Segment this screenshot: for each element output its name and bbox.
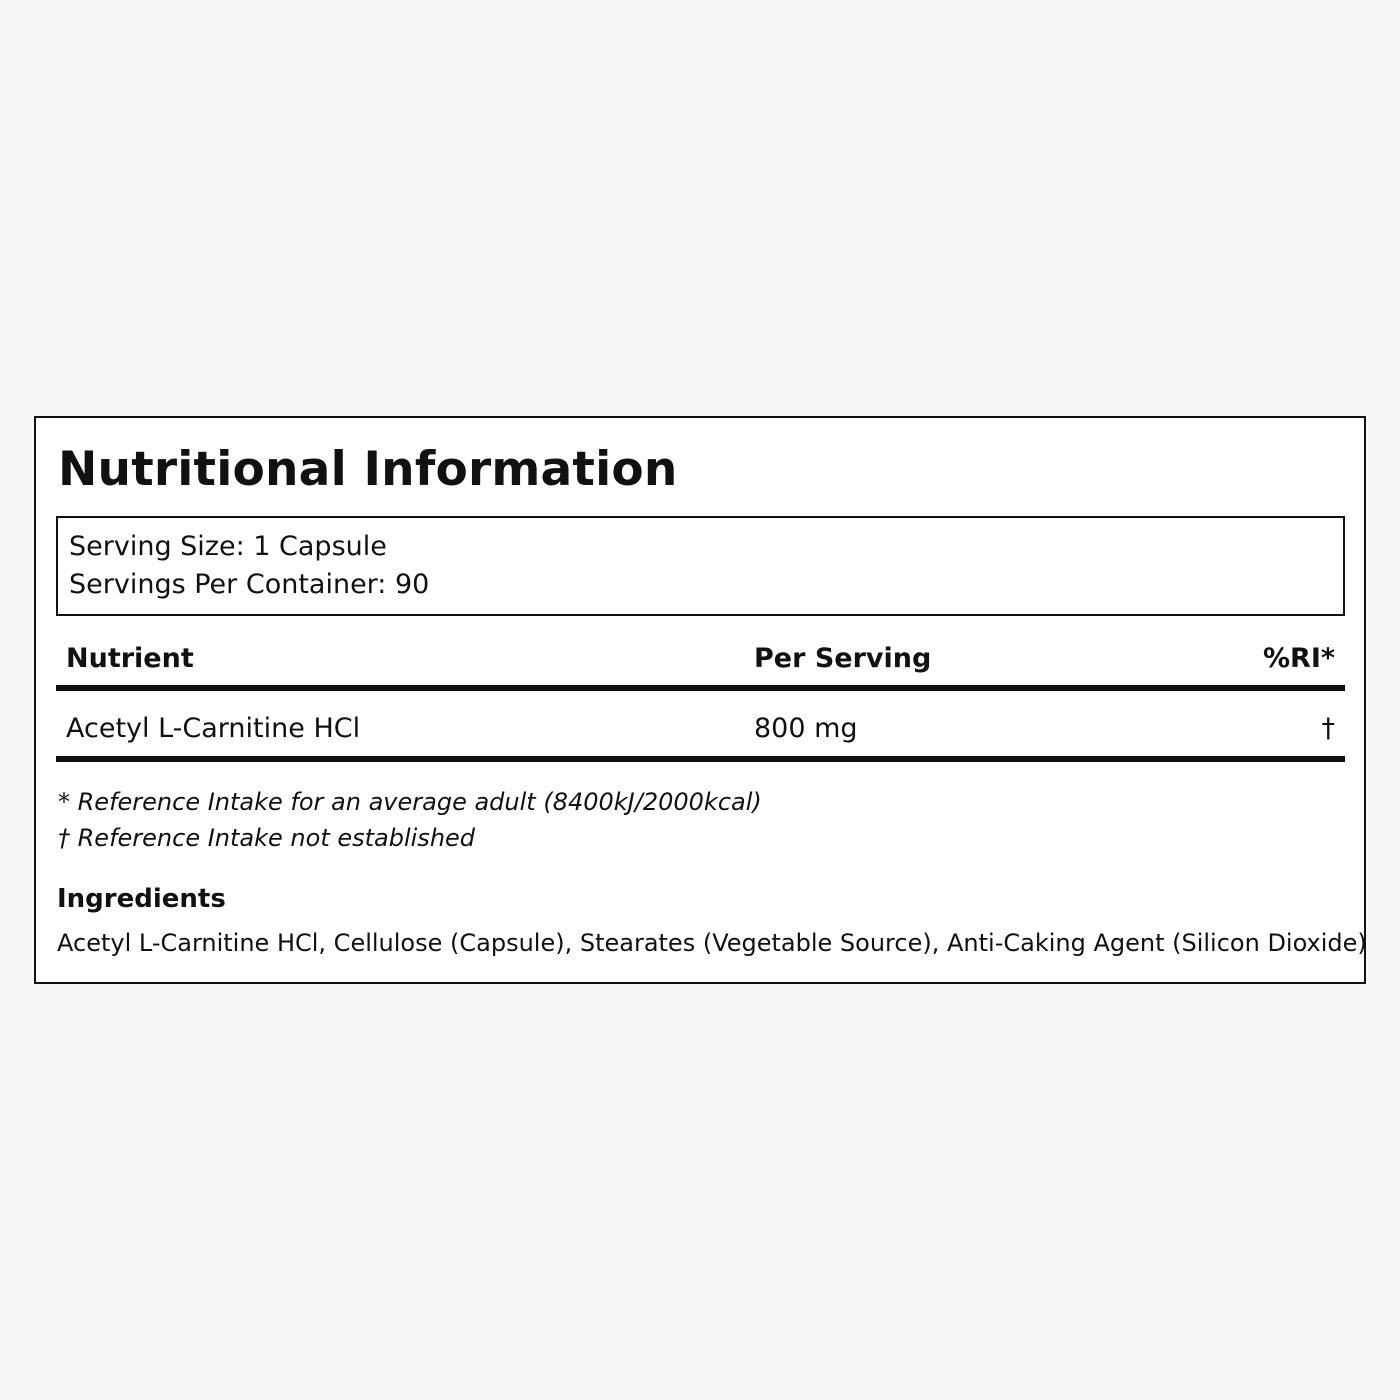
row-nutrient-name: Acetyl L-Carnitine HCl	[66, 713, 361, 744]
row-ri: †	[1321, 713, 1335, 744]
servings-per-container: Servings Per Container: 90	[69, 569, 430, 600]
serving-size: Serving Size: 1 Capsule	[69, 531, 387, 562]
header-nutrient: Nutrient	[66, 643, 194, 674]
ingredients-text: Acetyl L-Carnitine HCl, Cellulose (Capsule), Stearates (Vegetable Source), Anti-Caking Agent (Silicon Dioxide)	[57, 929, 1367, 957]
header-ri: %RI*	[1262, 643, 1335, 674]
nutrition-panel	[34, 416, 1366, 984]
ingredients-heading: Ingredients	[57, 884, 226, 914]
table-bottom-rule	[56, 756, 1345, 762]
serving-info-box	[56, 516, 1345, 616]
row-per-serving: 800 mg	[754, 713, 858, 744]
panel-title: Nutritional Information	[58, 442, 678, 497]
footnote-not-established: † Reference Intake not established	[58, 824, 476, 852]
header-per-serving: Per Serving	[754, 643, 932, 674]
table-header-rule	[56, 685, 1345, 691]
footnote-reference-intake: * Reference Intake for an average adult (8400kJ/2000kcal)	[58, 788, 762, 816]
